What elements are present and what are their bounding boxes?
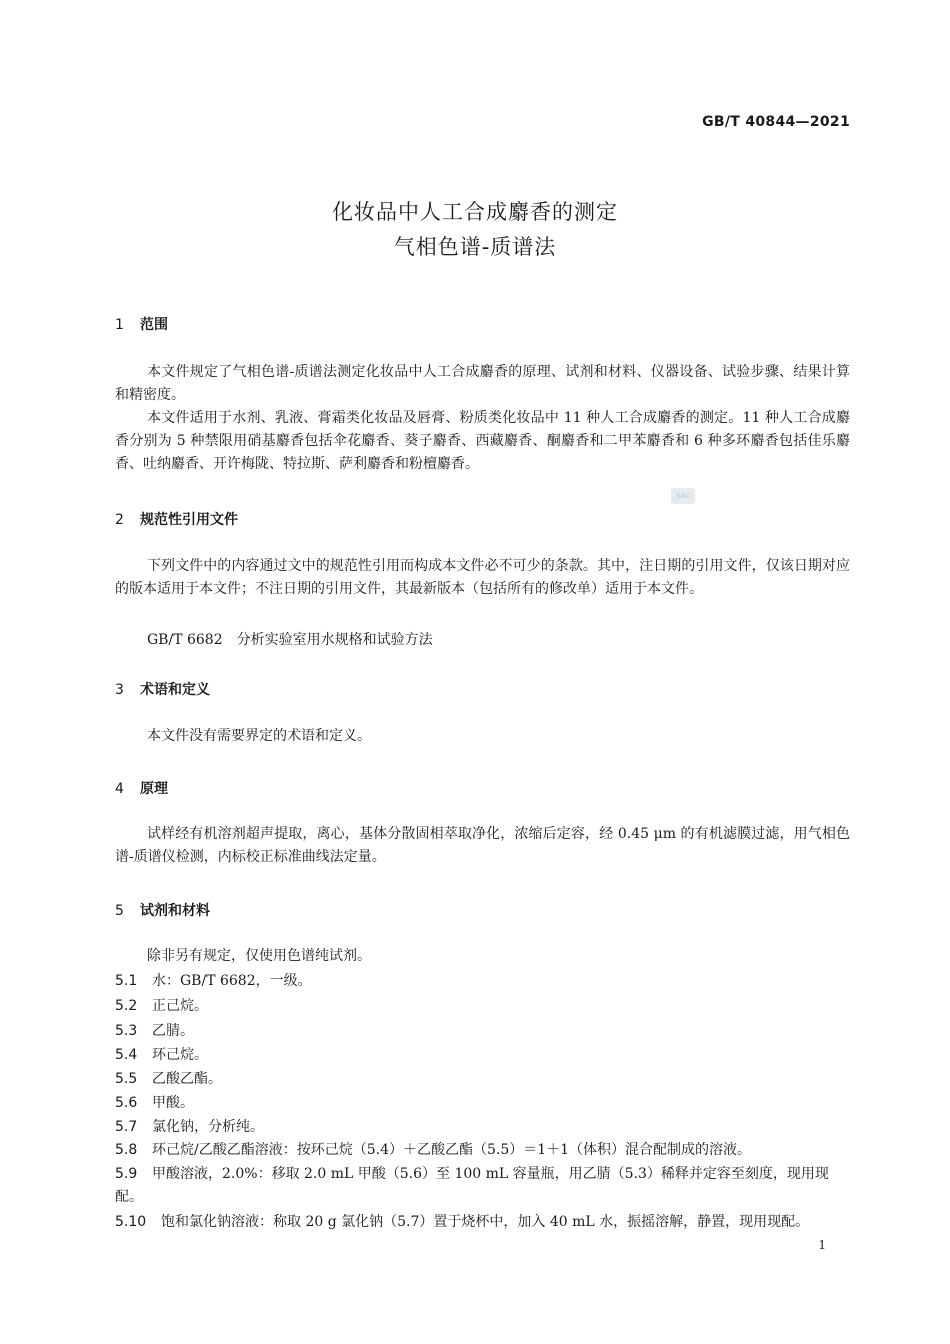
clause-5-1 [115, 970, 850, 993]
section-number: 5 [115, 903, 124, 919]
section-title: 试剂和材料 [140, 903, 210, 919]
section-3-paragraph-1: 本文件没有需要界定的术语和定义。 [147, 728, 371, 744]
clause-number: 5.2 [115, 998, 138, 1014]
section-2-heading [115, 509, 238, 529]
clause-text: 环己烷。 [152, 1047, 208, 1063]
clause-number: 5.3 [115, 1023, 138, 1039]
clause-5-4 [115, 1044, 850, 1067]
clause-5-7 [115, 1116, 850, 1139]
clause-5-5 [115, 1068, 850, 1091]
clause-number: 5.5 [115, 1071, 138, 1087]
clause-5-6 [115, 1092, 850, 1115]
section-1-paragraph-2: 本文件适用于水剂、乳液、膏霜类化妆品及唇膏、粉质类化妆品中 11 种人工合成麝香的测定。11 种人工合成麝香分别为 5 种禁限用硝基麝香包括伞花麝香、葵子麝香、西藏麝香、酮麝香和二甲苯麝香和 6 种多环麝香包括佳乐麝香、吐纳麝香、开许梅陇、特拉斯、萨利麝香和粉檀麝香。 [115, 410, 850, 472]
clause-number: 5.4 [115, 1047, 138, 1063]
section-1-heading [115, 314, 168, 334]
section-number: 4 [115, 781, 124, 797]
clause-5-8 [115, 1139, 850, 1162]
document-subtitle: 气相色谱-质谱法 [393, 235, 557, 259]
clause-text: 水：GB/T 6682，一级。 [152, 973, 312, 989]
section-number: 1 [115, 317, 124, 333]
section-4-paragraph-1: 试样经有机溶剂超声提取，离心，基体分散固相萃取净化，浓缩后定容，经 0.45 μm 的有机滤膜过滤，用气相色谱-质谱仪检测，内标校正标准曲线法定量。 [115, 826, 850, 865]
page-number: 1 [818, 1238, 826, 1252]
section-2-paragraph-1: 下列文件中的内容通过文中的规范性引用而构成本文件必不可少的条款。其中，注日期的引用文件，仅该日期对应的版本适用于本文件；不注日期的引用文件，其最新版本（包括所有的修改单）适用于本文件。 [115, 558, 850, 597]
normative-reference: GB/T 6682 分析实验室用水规格和试验方法 [147, 632, 433, 648]
section-number: 2 [115, 512, 124, 528]
section-title: 术语和定义 [140, 682, 210, 698]
clause-text: 甲酸溶液，2.0%：移取 2.0 mL 甲酸（5.6）至 100 mL 容量瓶，用乙腈（5.3）稀释并定容至刻度，现用现配。 [115, 1166, 829, 1205]
section-5-paragraph-1: 除非另有规定，仅使用色谱纯试剂。 [147, 948, 371, 964]
clause-number: 5.9 [115, 1166, 138, 1182]
section-title: 原理 [140, 781, 168, 797]
section-title: 规范性引用文件 [140, 512, 238, 528]
clause-text: 乙酸乙酯。 [152, 1071, 222, 1087]
clause-number: 5.8 [115, 1142, 138, 1158]
clause-5-2 [115, 995, 850, 1018]
clause-number: 5.6 [115, 1095, 138, 1111]
standard-code: GB/T 40844—2021 [702, 114, 850, 130]
clause-number: 5.7 [115, 1119, 138, 1135]
section-5-heading [115, 900, 210, 920]
clause-text: 正己烷。 [152, 998, 208, 1014]
clause-text: 饱和氯化钠溶液：称取 20 g 氯化钠（5.7）置于烧杯中，加入 40 mL 水，振摇溶解，静置，现用现配。 [161, 1214, 810, 1230]
section-4-heading [115, 778, 168, 798]
section-number: 3 [115, 682, 124, 698]
clause-text: 甲酸。 [152, 1095, 194, 1111]
clause-number: 5.1 [115, 973, 138, 989]
clause-5-9 [115, 1163, 850, 1209]
clause-text: 乙腈。 [152, 1023, 194, 1039]
clause-5-10 [115, 1211, 850, 1234]
clause-number: 5.10 [115, 1214, 147, 1230]
section-3-heading [115, 679, 210, 699]
section-title: 范围 [140, 317, 168, 333]
clause-5-3 [115, 1020, 850, 1043]
sac-logo-icon: SAC [671, 488, 695, 504]
document-title: 化妆品中人工合成麝香的测定 [332, 200, 618, 224]
clause-text: 环己烷/乙酸乙酯溶液：按环己烷（5.4）＋乙酸乙酯（5.5）＝1＋1（体积）混合配制成的溶液。 [152, 1142, 752, 1158]
section-1-paragraph-1: 本文件规定了气相色谱-质谱法测定化妆品中人工合成麝香的原理、试剂和材料、仪器设备、试验步骤、结果计算和精密度。 [115, 364, 850, 403]
clause-text: 氯化钠，分析纯。 [152, 1119, 264, 1135]
